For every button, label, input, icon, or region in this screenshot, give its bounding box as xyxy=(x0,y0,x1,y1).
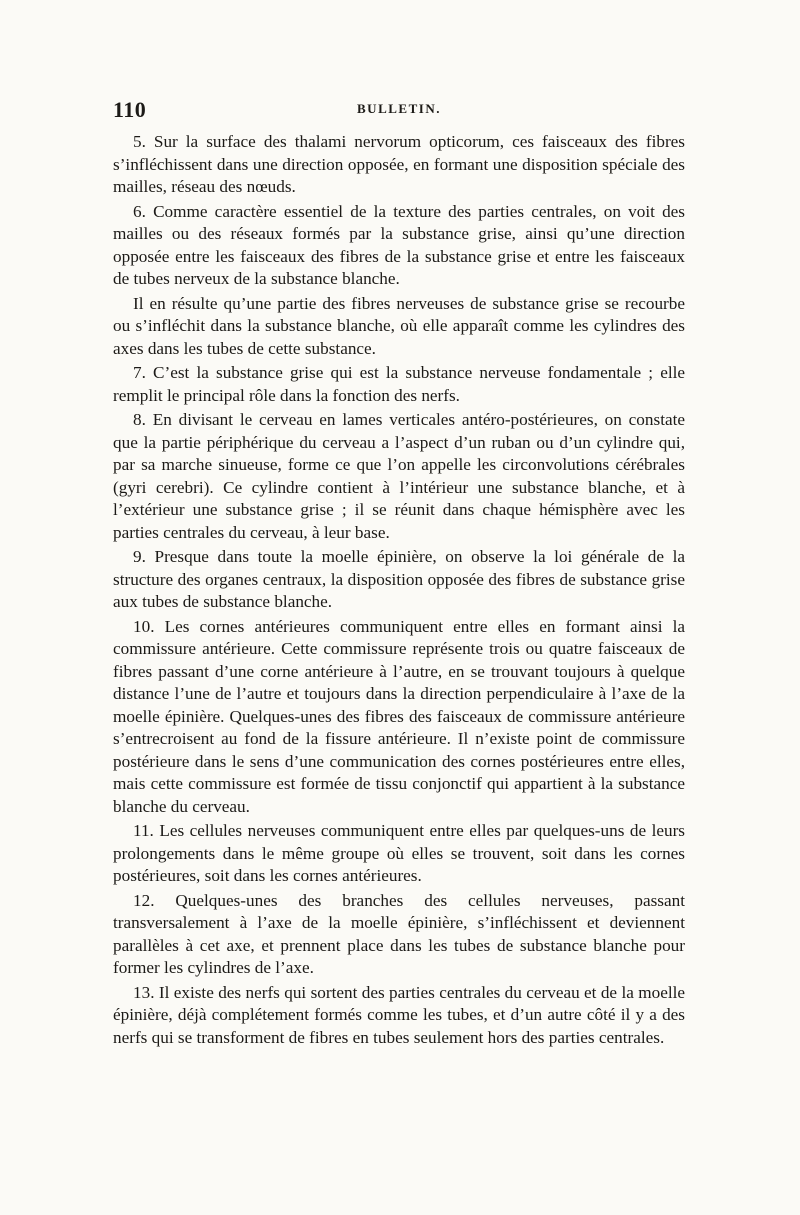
paragraph-12: 12. Quelques-unes des branches des cellules nerveuses, passant transversalement à l’axe de la moelle épinière, s’infléchissent et deviennent parallèles à cet axe, et prennent place dans les tubes de substance blanche pour former les cylindres de l’axe. xyxy=(113,890,685,977)
paragraph-13: 13. Il existe des nerfs qui sortent des parties centrales du cerveau et de la moelle épinière, déjà complétement formés comme les tubes, et d’un autre côté il y a des nerfs qui se transforment de fibres en tubes seulement hors des parties centrales. xyxy=(113,982,685,1047)
page-header xyxy=(113,97,685,123)
paragraph-6: 6. Comme caractère essentiel de la texture des parties centrales, on voit des mailles ou des réseaux formés par la substance grise, ainsi qu’une direction opposée entre les faisceaux des fibres de la substance grise et entre les faisceaux de tubes nerveux de la substance blanche. xyxy=(113,201,685,288)
paragraph-8: 8. En divisant le cerveau en lames verticales antéro-postérieures, on constate que la partie périphérique du cerveau a l’aspect d’un ruban ou d’un cylindre qui, par sa marche sinueuse, forme ce que l’on appelle les circonvolutions cérébrales (gyri cerebri). Ce cylindre contient à l’intérieur une substance blanche, et à l’extérieur une substance grise ; il se réunit dans chaque hémisphère avec les parties centrales du cerveau, à leur base. xyxy=(113,410,685,542)
paragraph-7: 7. C’est la substance grise qui est la substance nerveuse fondamentale ; elle remplit le principal rôle dans la fonction des nerfs. xyxy=(113,363,685,405)
body-text xyxy=(113,131,685,1051)
paragraph-9: 9. Presque dans toute la moelle épinière, on observe la loi générale de la structure des organes centraux, la disposition opposée des fibres de substance grise aux tubes de substance blanche. xyxy=(113,547,685,611)
page-number: 110 xyxy=(113,97,147,122)
paragraph-11: 11. Les cellules nerveuses communiquent entre elles par quelques-uns de leurs prolongements dans le même groupe où elles se trouvent, soit dans les cornes postérieures, soit dans les cornes antérieures. xyxy=(113,821,685,885)
paragraph-6-continued: Il en résulte qu’une partie des fibres nerveuses de substance grise se recourbe ou s’infléchit dans la substance blanche, où elle apparaît comme les cylindres des axes dans les tubes de cette substance. xyxy=(113,293,685,358)
paragraph-5: 5. Sur la surface des thalami nervorum opticorum, ces faisceaux des fibres s’infléchissent dans une direction opposée, en formant une disposition spéciale des mailles, réseau des nœuds. xyxy=(113,132,685,196)
paragraph-10: 10. Les cornes antérieures communiquent entre elles en formant ainsi la commissure antérieure. Cette commissure représente trois ou quatre faisceaux de fibres passant d’une corne antérieure à l’autre, en se trouvant toujours à quelque distance l’une de l’autre et toujours dans la direction perpendiculaire à l’axe de la moelle épinière. Quelques-unes des fibres des faisceaux de commissure antérieure s’entrecroisent au fond de la fissure antérieure. Il n’existe point de commissure postérieure dans le sens d’une communication des cornes postérieures entre elles, mais cette commissure est formée de tissu conjonctif qui appartient à la substance blanche du cerveau. xyxy=(113,616,685,816)
running-title: BULLETIN. xyxy=(357,101,441,116)
